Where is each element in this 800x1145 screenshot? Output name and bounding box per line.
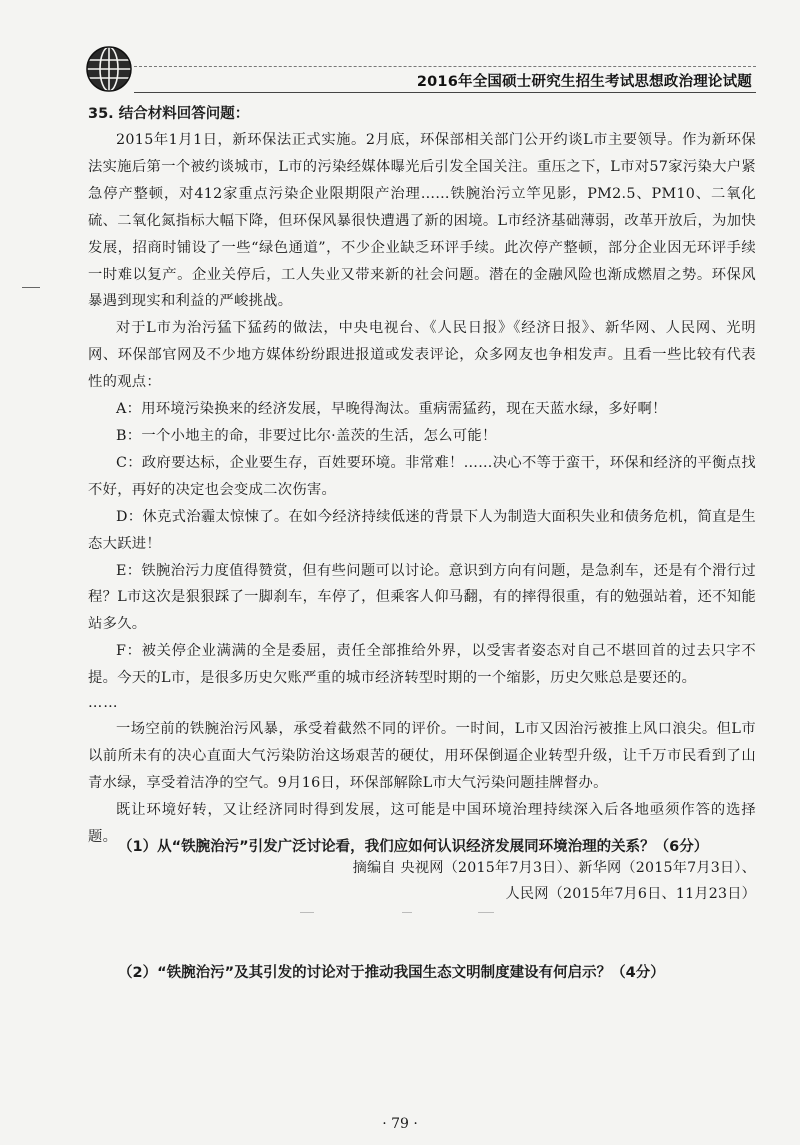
header-rule (134, 92, 756, 93)
source-citation: 人民网（2015年7月6日、11月23日） (505, 885, 756, 902)
opinion-e: E：铁腕治污力度值得赞赏，但有些问题可以讨论。意识到方向有问题，是急刹车，还是有个滑行过程？L市这次是狠狠踩了一脚刹车，车停了，但乘客人仰马翻，有的摔得很重，有的勉强站着，还不知能站多久。 (88, 562, 756, 633)
scan-speck (478, 912, 494, 913)
page-number: · 79 · (382, 1116, 418, 1132)
margin-mark (22, 287, 40, 288)
opinion-f: F：被关停企业满满的全是委屈，责任全部推给外界，以受害者姿态对自己不堪回首的过去只字不提。今天的L市，是很多历史欠账严重的城市经济转型时期的一个缩影，历史欠账总是要还的。 (88, 643, 756, 687)
opinion-d: D：休克式治霾太惊悚了。在如今经济持续低迷的背景下人为制造大面积失业和债务危机，简直是生态大跃进！ (88, 508, 756, 552)
material-paragraph: 2015年1月1日，新环保法正式实施。2月底，环保部相关部门公开约谈L市主要领导。作为新环保法实施后第一个被约谈城市，L市的污染经媒体曝光后引发全国关注。重压之下，L市对57家污染大户紧急停产整顿，对412家重点污染企业限期限产治理……铁腕治污立竿见影，PM2.5、PM10、二氧化硫、二氧化氮指标大幅下降，但环保风暴很快遭遇了新的困境。L市经济基础薄弱，改革开放后，为加快发展，招商时铺设了一些“绿色通道”，不少企业缺乏环评手续。此次停产整顿，部分企业因无环评手续一时难以复产。企业关停后，工人失业又带来新的社会问题。潜在的金融风险也渐成燃眉之势。环保风暴遇到现实和利益的严峻挑战。 (88, 132, 756, 310)
question-heading: 35. 结合材料回答问题： (88, 106, 250, 122)
opinion-c: C：政府要达标，企业要生存，百姓要环境。非常难！……决心不等于蛮干，环保和经济的平衡点找不好，再好的决定也会变成二次伤害。 (88, 454, 756, 498)
material-paragraph: 对于L市为治污猛下猛药的做法，中央电视台、《人民日报》《经济日报》、新华网、人民网、光明网、环保部官网及不少地方媒体纷纷跟进报道或发表评论，众多网友也争相发声。且看一些比较有代表性的观点： (88, 320, 756, 391)
sub-question-1: （1）从“铁腕治污”引发广泛讨论看，我们应如何认识经济发展同环境治理的关系？（6分） (118, 839, 709, 855)
closing-paragraph: 既让环境好转，又让经济同时得到发展，这可能是中国环境治理持续深入后各地亟须作答的选择题。 (88, 801, 756, 845)
globe-logo-icon (84, 44, 134, 94)
scan-speck (300, 912, 314, 913)
ellipsis: …… (88, 695, 119, 712)
header-dashed-line (134, 66, 756, 67)
scan-speck (402, 912, 412, 913)
page-header-title: 2016年全国硕士研究生招生考试思想政治理论试题 (416, 74, 752, 90)
sub-question-2: （2）“铁腕治污”及其引发的讨论对于推动我国生态文明制度建设有何启示？（4分） (118, 965, 665, 981)
question-body (88, 100, 756, 907)
source-citation: 摘编自 央视网（2015年7月3日）、新华网（2015年7月3日）、 (352, 859, 756, 876)
opinion-a: A：用环境污染换来的经济发展，早晚得淘汰。重病需猛药，现在天蓝水绿，多好啊！ (116, 401, 667, 418)
closing-paragraph: 一场空前的铁腕治污风暴，承受着截然不同的评价。一时间，L市又因治污被推上风口浪尖。但L市以前所未有的决心直面大气污染防治这场艰苦的硬仗，用环保倒逼企业转型升级，让千万市民看到了山青水绿，享受着洁净的空气。9月16日，环保部解除L市大气污染问题挂牌督办。 (88, 721, 756, 791)
opinion-b: B：一个小地主的命，非要过比尔·盖茨的生活，怎么可能！ (116, 427, 497, 444)
